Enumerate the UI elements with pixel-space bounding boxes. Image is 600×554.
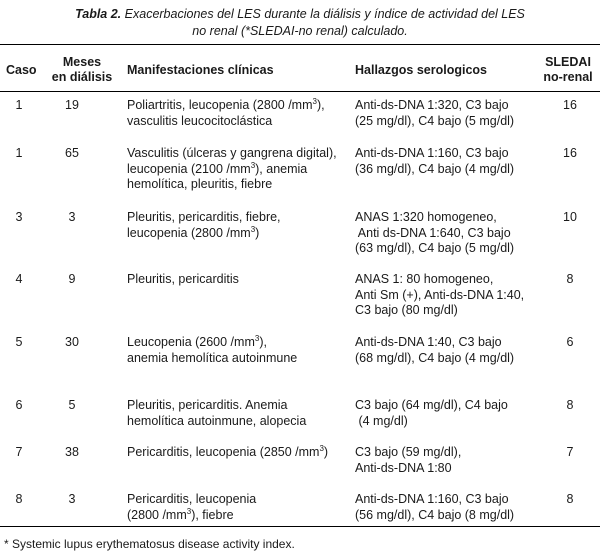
cell-manifestaciones [127,335,297,366]
cell-manifestaciones [127,445,328,461]
cell-caso: 7 [15,445,23,459]
manifestaciones-line: Pericarditis, leucopenia [127,492,257,506]
cell-sledai: 8 [566,398,574,412]
header-manifestaciones: Manifestaciones clínicas [127,63,274,77]
cell-caso: 1 [15,146,23,160]
cell-manifestaciones [127,272,239,288]
cell-meses: 3 [68,210,76,224]
manifestaciones-line: anemia hemolítica autoinmune [127,350,298,365]
manifestaciones-line: hemolítica, pleuritis, fiebre [127,177,273,191]
hallazgos-line: Anti-ds-DNA 1:160, C3 bajo [355,146,509,160]
cell-caso: 8 [15,492,23,506]
cell-caso: 1 [15,98,23,112]
manifestaciones-line: leucopenia (2800 $/mm^3$) [127,224,260,240]
header-meses-line-2: en diálisis [51,70,113,84]
manifestaciones-line: leucopenia (2100 $/mm^3$), anemia [127,160,308,176]
hallazgos-line: (36 mg/dl), C4 bajo (4 mg/dl) [355,161,515,176]
manifestaciones-line: Pleuritis, pericarditis [127,272,239,286]
hallazgos-line: (56 mg/dl), C4 bajo (8 mg/dl) [355,507,515,522]
cell-hallazgos [355,98,514,129]
cell-caso: 4 [15,272,23,286]
hallazgos-line: ANAS 1:320 homogeneo, [355,210,497,224]
cell-sledai: 8 [566,272,574,286]
cell-meses: 19 [65,98,79,112]
manifestaciones-line: (2800 $/mm^3$), fiebre [127,506,234,522]
hallazgos-line: Anti-ds-DNA 1:320, C3 bajo [355,98,509,112]
cell-hallazgos [355,492,514,523]
cell-meses: 30 [65,335,79,349]
hallazgos-line: C3 bajo (80 mg/dl) [355,303,458,317]
table-caption [0,6,600,40]
manifestaciones-line: vasculitis leucocitoclástica [127,113,273,128]
hallazgos-line: Anti Sm (+), Anti-ds-DNA 1:40, [355,287,525,302]
manifestaciones-line: hemolítica autoinmune, alopecia [127,413,307,428]
hallazgos-line: (4 mg/dl) [355,413,408,428]
caption-label: Tabla 2. [75,7,122,21]
cell-hallazgos [355,272,524,319]
cell-hallazgos [355,210,514,257]
manifestaciones-line: Pericarditis, leucopenia (2850 $/mm^3$) [127,443,329,459]
hallazgos-line: (68 mg/dl), C4 bajo (4 mg/dl) [355,350,515,365]
header-caso: Caso [6,63,37,77]
cell-hallazgos [355,146,514,177]
hallazgos-line: C3 bajo (59 mg/dl), [355,445,462,459]
cell-hallazgos [355,445,461,476]
cell-sledai: 6 [566,335,574,349]
manifestaciones-line: Leucopenia (2600 $/mm^3$), [127,333,267,349]
hallazgos-line: (63 mg/dl), C4 bajo (5 mg/dl) [355,241,515,255]
header-sledai [536,55,600,85]
manifestaciones-line: Pleuritis, pericarditis. Anemia [127,398,288,412]
cell-meses: 5 [68,398,76,412]
cell-meses: 38 [65,445,79,459]
hallazgos-line: Anti ds-DNA 1:640, C3 bajo [355,225,511,240]
cell-meses: 9 [68,272,76,286]
cell-hallazgos [355,398,508,429]
cell-sledai: 16 [563,146,577,160]
cell-caso: 6 [15,398,23,412]
header-rule [0,91,600,92]
hallazgos-line: Anti-ds-DNA 1:160, C3 bajo [355,492,509,506]
cell-manifestaciones [127,210,281,241]
cell-caso: 5 [15,335,23,349]
cell-hallazgos [355,335,514,366]
hallazgos-line: (25 mg/dl), C4 bajo (5 mg/dl) [355,113,515,128]
cell-manifestaciones [127,398,306,429]
hallazgos-line: Anti-ds-DNA 1:40, C3 bajo [355,335,502,349]
header-sledai-line-1: SLEDAI [545,55,591,69]
cell-manifestaciones [127,492,256,523]
bottom-rule [0,526,600,527]
header-hallazgos: Hallazgos serologicos [355,63,487,77]
header-meses-line-1: Meses [62,55,102,69]
manifestaciones-line: Vasculitis (úlceras y gangrena digital), [127,146,337,160]
cell-manifestaciones [127,98,325,129]
footnote: * Systemic lupus erythematosus disease activity index. [4,537,295,551]
cell-manifestaciones [127,146,337,193]
hallazgos-line: C3 bajo (64 mg/dl), C4 bajo [355,398,508,412]
cell-meses: 3 [68,492,76,506]
header-sledai-line-2: no-renal [543,70,593,84]
cell-meses: 65 [65,146,79,160]
top-rule [0,44,600,45]
manifestaciones-line: Poliartritis, leucopenia (2800 $/mm^3$), [127,96,325,112]
header-meses [47,55,117,85]
cell-caso: 3 [15,210,23,224]
caption-line-1: Exacerbaciones del LES durante la diálisis y índice de actividad del LES [124,7,525,21]
cell-sledai: 10 [563,210,577,224]
manifestaciones-line: Pleuritis, pericarditis, fiebre, [127,210,281,224]
cell-sledai: 8 [566,492,574,506]
caption-line-2: no renal (*SLEDAI-no renal) calculado. [192,24,408,38]
hallazgos-line: ANAS 1: 80 homogeneo, [355,272,494,286]
cell-sledai: 16 [563,98,577,112]
cell-sledai: 7 [566,445,574,459]
hallazgos-line: Anti-ds-DNA 1:80 [355,460,452,475]
